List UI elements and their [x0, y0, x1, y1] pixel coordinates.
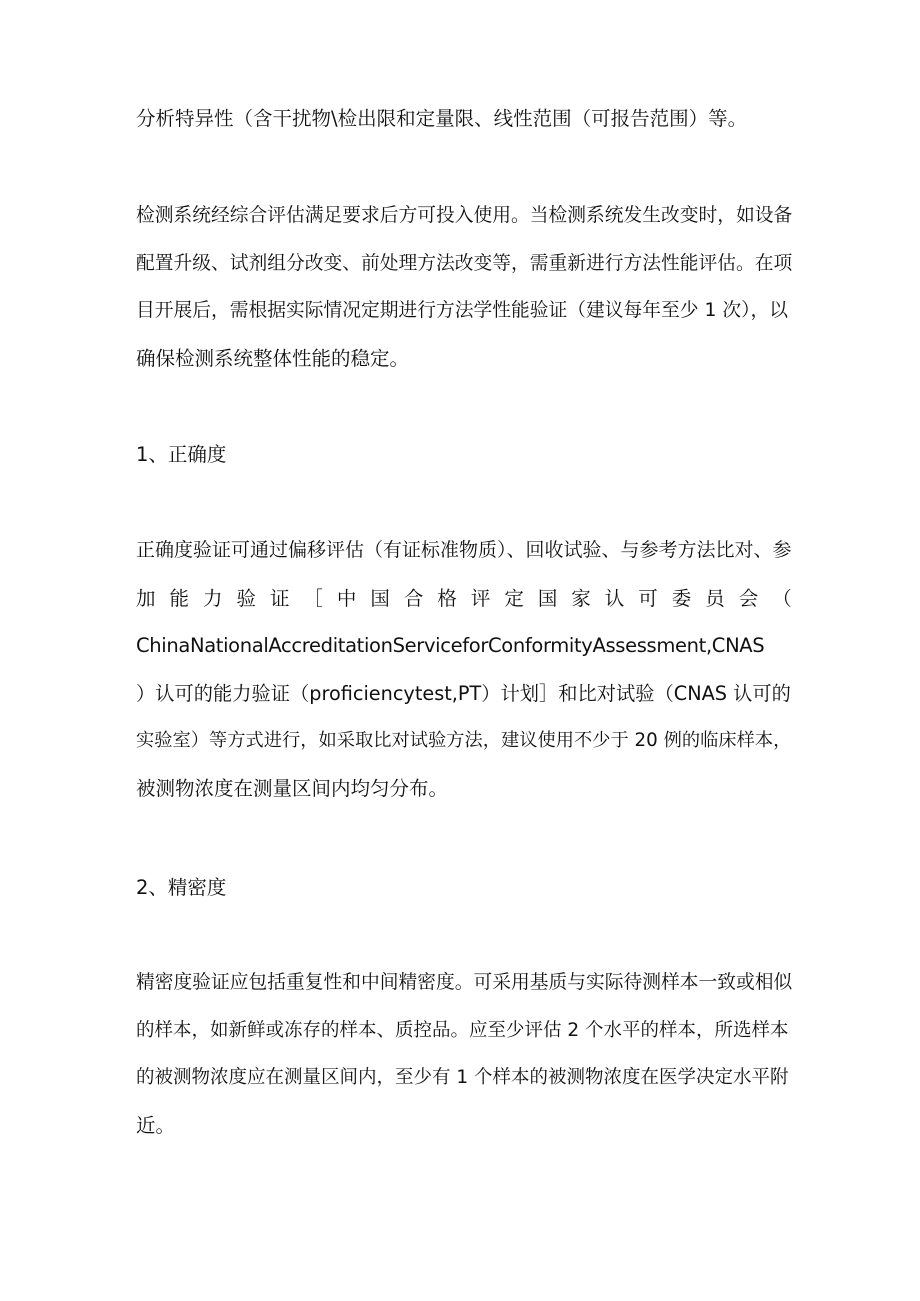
section-heading-trueness: 1、正确度 — [136, 443, 227, 466]
paragraph-intro — [136, 95, 792, 143]
text-line: 目开展后，需根据实际情况定期进行方法学性能验证（建议每年至少 1 次），以 — [136, 300, 788, 321]
spaced-char: （ — [772, 586, 792, 610]
spaced-char: 评 — [470, 586, 491, 610]
text-line: ChinaNationalAccreditationServiceforConformityAssessment,CNAS — [136, 634, 765, 657]
spaced-char: 证 — [269, 586, 290, 610]
paragraph-system-evaluation — [136, 192, 792, 382]
text-line: 配置升级、试剂组分改变、前处理方法改变等，需重新进行方法性能评估。在项 — [136, 252, 793, 274]
spaced-char: 国 — [370, 586, 390, 610]
spaced-char: 力 — [202, 586, 223, 610]
text-line: 的被测物浓度应在测量区间内，至少有 1 个样本的被测物浓度在医学决定水平附 — [136, 1067, 789, 1088]
spaced-char: ［ — [303, 586, 323, 610]
spaced-char: 验 — [236, 586, 256, 610]
spaced-char: 家 — [571, 586, 591, 610]
section-heading-precision: 2、精密度 — [136, 876, 227, 899]
spaced-char: 格 — [437, 586, 457, 610]
spaced-char: 认 — [604, 586, 625, 610]
spaced-char: 定 — [504, 586, 524, 610]
paragraph-precision — [136, 959, 792, 1149]
spaced-char: 员 — [705, 586, 725, 610]
text-line: 实验室）等方式进行，如采取比对试验方法，建议使用不少于 20 例的临床样本， — [136, 730, 792, 751]
text-line: 近。 — [136, 1113, 176, 1137]
text-line: 精密度验证应包括重复性和中间精密度。可采用基质与实际待测样本一致或相似 — [136, 972, 793, 993]
spaced-char: 会 — [738, 586, 759, 610]
text-line: 正确度验证可通过偏移评估（有证标准物质）、回收试验、与参考方法比对、参 — [136, 539, 792, 561]
text-line: 被测物浓度在测量区间内均匀分布。 — [136, 776, 449, 800]
spaced-char: 国 — [537, 586, 558, 610]
paragraph-trueness — [136, 527, 792, 812]
text-line: 确保检测系统整体性能的稳定。 — [136, 346, 410, 370]
spaced-char: 委 — [671, 586, 692, 610]
text-line: 检测系统经综合评估满足要求后方可投入使用。当检测系统发生改变时，如设备 — [136, 205, 793, 226]
spaced-char: 加 — [136, 586, 156, 610]
spaced-char: 合 — [403, 586, 424, 610]
text-line-justified — [136, 575, 792, 623]
text-line: 分析特异性（含干扰物\检出限和定量限、线性范围（可报告范围）等。 — [136, 107, 748, 130]
spaced-char: 能 — [169, 586, 189, 610]
text-line: 的样本，如新鲜或冻存的样本、质控品。应至少评估 2 个水平的样本，所选样本 — [136, 1019, 789, 1041]
spaced-char: 可 — [638, 586, 658, 610]
text-line: ）认可的能力验证（proficiencytest,PT）计划］和比对试验（CNAS 认可的 — [136, 681, 791, 705]
spaced-char: 中 — [336, 586, 357, 610]
